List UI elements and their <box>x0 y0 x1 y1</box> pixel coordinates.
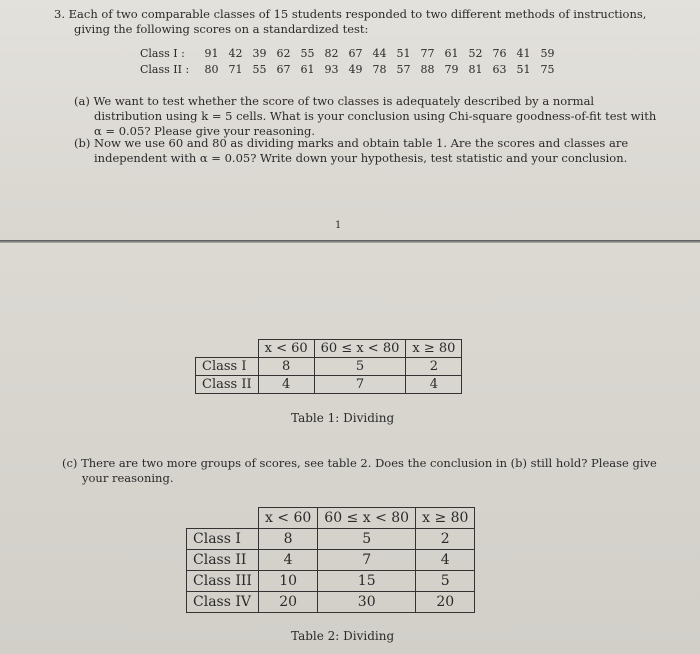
table-2-header: x ≥ 80 <box>416 508 475 529</box>
table-1-caption: Table 1: Dividing <box>291 411 395 425</box>
table-cell: 20 <box>258 592 317 613</box>
part-b-text: Now we use 60 and 80 as dividing marks and obtain table 1. Are the scores and classes are independent with α = 0.05? Write down your hypothesis, test statistic and your conclusion. <box>94 136 629 165</box>
score-value: 81 <box>468 63 483 76</box>
table-cell: 5 <box>314 358 406 376</box>
score-value: 67 <box>276 63 291 76</box>
table-cell: 5 <box>318 529 416 550</box>
table-row <box>196 376 462 394</box>
table-1-corner <box>196 340 259 358</box>
score-value: 41 <box>516 47 531 60</box>
score-value: 51 <box>396 47 411 60</box>
table-row <box>196 358 462 376</box>
score-value: 67 <box>348 47 363 60</box>
row-label: Class II <box>187 550 259 571</box>
table-row <box>187 529 475 550</box>
score-value: 76 <box>492 47 507 60</box>
table-2 <box>186 507 475 613</box>
scores-block <box>140 46 560 78</box>
score-value: 42 <box>228 47 243 60</box>
score-value: 59 <box>540 47 555 60</box>
score-value: 63 <box>492 63 507 76</box>
row-label: Class II <box>196 376 259 394</box>
table-2-corner <box>187 508 259 529</box>
table-1-header: x ≥ 80 <box>406 340 462 358</box>
table-cell: 20 <box>416 592 475 613</box>
table-row <box>187 550 475 571</box>
part-c <box>62 456 674 486</box>
score-value: 44 <box>372 47 387 60</box>
score-value: 62 <box>276 47 291 60</box>
table-cell: 2 <box>416 529 475 550</box>
row-label: Class IV <box>187 592 259 613</box>
class1-scores-row <box>140 46 560 62</box>
score-value: 55 <box>252 63 267 76</box>
part-c-label: (c) <box>62 456 78 470</box>
page-number: 1 <box>335 220 342 231</box>
class1-label: Class I : <box>140 47 185 60</box>
class2-label: Class II : <box>140 63 190 76</box>
table-cell: 30 <box>318 592 416 613</box>
table-row <box>187 571 475 592</box>
table-cell: 8 <box>258 358 314 376</box>
score-value: 39 <box>252 47 267 60</box>
score-value: 51 <box>516 63 531 76</box>
score-value: 82 <box>324 47 339 60</box>
part-b <box>74 136 664 166</box>
table-2-header: x < 60 <box>258 508 317 529</box>
score-value: 49 <box>348 63 363 76</box>
table-1 <box>195 339 462 394</box>
table-1-header: 60 ≤ x < 80 <box>314 340 406 358</box>
score-value: 71 <box>228 63 243 76</box>
score-value: 75 <box>540 63 555 76</box>
table-row <box>187 592 475 613</box>
table-1-header: x < 60 <box>258 340 314 358</box>
score-value: 88 <box>420 63 435 76</box>
table-cell: 7 <box>318 550 416 571</box>
row-label: Class I <box>196 358 259 376</box>
problem-intro <box>54 7 684 37</box>
score-value: 61 <box>444 47 459 60</box>
table-cell: 8 <box>258 529 317 550</box>
score-value: 52 <box>468 47 483 60</box>
problem-number: 3. <box>54 7 65 21</box>
table-cell: 15 <box>318 571 416 592</box>
table-cell: 7 <box>314 376 406 394</box>
score-value: 77 <box>420 47 435 60</box>
score-value: 55 <box>300 47 315 60</box>
score-value: 91 <box>204 47 219 60</box>
part-a <box>74 94 664 139</box>
score-value: 78 <box>372 63 387 76</box>
table-2-header: 60 ≤ x < 80 <box>318 508 416 529</box>
score-value: 57 <box>396 63 411 76</box>
part-a-label: (a) <box>74 94 90 108</box>
table-cell: 10 <box>258 571 317 592</box>
table-cell: 5 <box>416 571 475 592</box>
table-cell: 4 <box>406 376 462 394</box>
row-label: Class I <box>187 529 259 550</box>
score-value: 80 <box>204 63 219 76</box>
score-value: 61 <box>300 63 315 76</box>
table-cell: 4 <box>258 550 317 571</box>
class2-scores-row <box>140 62 560 78</box>
part-b-label: (b) <box>74 136 91 150</box>
row-label: Class III <box>187 571 259 592</box>
score-value: 93 <box>324 63 339 76</box>
table-cell: 4 <box>416 550 475 571</box>
table-2-caption: Table 2: Dividing <box>291 629 395 643</box>
table-cell: 2 <box>406 358 462 376</box>
part-a-text: We want to test whether the score of two classes is adequately described by a normal distribution using k = 5 cells. What is your conclusion using Chi-square goodness-of-fit test with α = 0.05? Please give your reasoning. <box>93 94 657 138</box>
problem-intro-text: Each of two comparable classes of 15 students responded to two different methods of instructions, giving the following scores on a standardized test: <box>68 7 647 36</box>
part-c-text: There are two more groups of scores, see table 2. Does the conclusion in (b) still hold? Please give your reasoning. <box>81 456 657 485</box>
table-cell: 4 <box>258 376 314 394</box>
score-value: 79 <box>444 63 459 76</box>
